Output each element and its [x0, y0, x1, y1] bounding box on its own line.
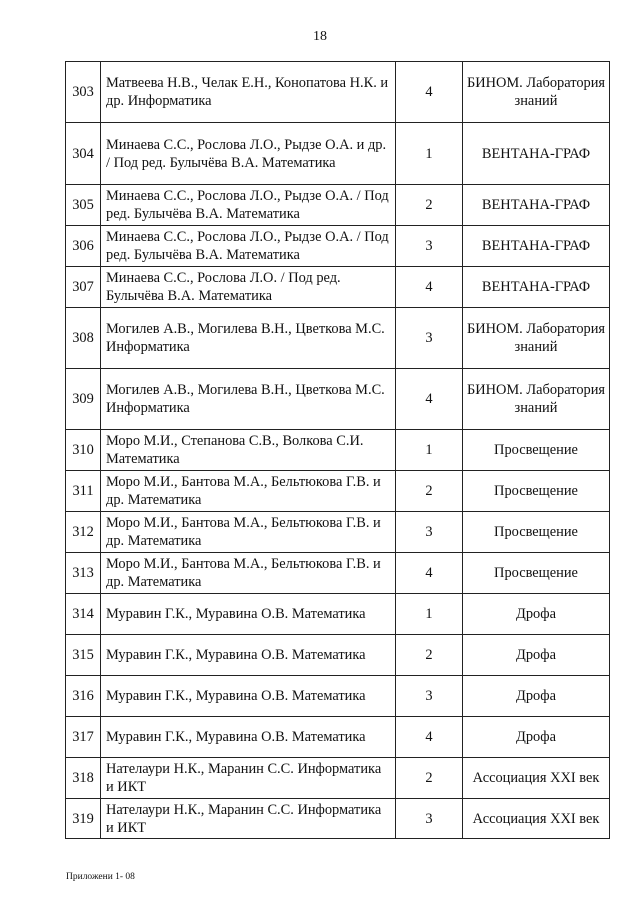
grade: 4 [396, 62, 463, 123]
row-number: 306 [66, 226, 101, 267]
publisher: Ассоциация XXI век [463, 758, 610, 799]
table-row [66, 369, 610, 430]
table-row [66, 635, 610, 676]
table-row [66, 308, 610, 369]
book-title: Муравин Г.К., Муравина О.В. Математика [101, 717, 396, 758]
table-row [66, 717, 610, 758]
row-number: 319 [66, 799, 101, 839]
row-number: 311 [66, 471, 101, 512]
grade: 2 [396, 758, 463, 799]
row-number: 305 [66, 185, 101, 226]
publisher: ВЕНТАНА-ГРАФ [463, 226, 610, 267]
row-number: 317 [66, 717, 101, 758]
grade: 3 [396, 512, 463, 553]
table-row [66, 553, 610, 594]
table-body [66, 62, 610, 839]
book-title: Могилев А.В., Могилева В.Н., Цветкова М.С. Информатика [101, 369, 396, 430]
table-row [66, 62, 610, 123]
book-title: Моро М.И., Степанова С.В., Волкова С.И. Математика [101, 430, 396, 471]
publisher: ВЕНТАНА-ГРАФ [463, 123, 610, 185]
table-row [66, 267, 610, 308]
row-number: 318 [66, 758, 101, 799]
table-row [66, 185, 610, 226]
row-number: 309 [66, 369, 101, 430]
page-number: 18 [313, 29, 327, 44]
publisher: ВЕНТАНА-ГРАФ [463, 267, 610, 308]
table-row [66, 512, 610, 553]
book-title: Нателаури Н.К., Маранин С.С. Информатика и ИКТ [101, 758, 396, 799]
book-title: Моро М.И., Бантова М.А., Бельтюкова Г.В. и др. Математика [101, 512, 396, 553]
table-row [66, 226, 610, 267]
book-title: Муравин Г.К., Муравина О.В. Математика [101, 635, 396, 676]
row-number: 310 [66, 430, 101, 471]
row-number: 308 [66, 308, 101, 369]
row-number: 314 [66, 594, 101, 635]
publisher: Просвещение [463, 512, 610, 553]
textbook-table [65, 61, 610, 839]
grade: 4 [396, 717, 463, 758]
table-row [66, 471, 610, 512]
publisher: Дрофа [463, 635, 610, 676]
table-row [66, 123, 610, 185]
publisher: Просвещение [463, 471, 610, 512]
publisher: Просвещение [463, 430, 610, 471]
publisher: Дрофа [463, 717, 610, 758]
publisher: БИНОМ. Лаборатория знаний [463, 308, 610, 369]
footer-note: Приложени 1- 08 [66, 872, 135, 882]
row-number: 316 [66, 676, 101, 717]
publisher: Просвещение [463, 553, 610, 594]
publisher: БИНОМ. Лаборатория знаний [463, 369, 610, 430]
grade: 1 [396, 123, 463, 185]
book-title: Матвеева Н.В., Челак Е.Н., Конопатова Н.К. и др. Информатика [101, 62, 396, 123]
book-title: Минаева С.С., Рослова Л.О., Рыдзе О.А. / Под ред. Булычёва В.А. Математика [101, 185, 396, 226]
book-title: Моро М.И., Бантова М.А., Бельтюкова Г.В. и др. Математика [101, 471, 396, 512]
grade: 3 [396, 676, 463, 717]
book-title: Моро М.И., Бантова М.А., Бельтюкова Г.В. и др. Математика [101, 553, 396, 594]
grade: 2 [396, 635, 463, 676]
table-row [66, 676, 610, 717]
publisher: Ассоциация XXI век [463, 799, 610, 839]
publisher: Дрофа [463, 676, 610, 717]
publisher: ВЕНТАНА-ГРАФ [463, 185, 610, 226]
grade: 3 [396, 226, 463, 267]
book-title: Муравин Г.К., Муравина О.В. Математика [101, 676, 396, 717]
grade: 2 [396, 471, 463, 512]
grade: 4 [396, 553, 463, 594]
row-number: 313 [66, 553, 101, 594]
grade: 4 [396, 369, 463, 430]
table-row [66, 799, 610, 839]
book-title: Нателаури Н.К., Маранин С.С. Информатика и ИКТ [101, 799, 396, 839]
book-title: Минаева С.С., Рослова Л.О., Рыдзе О.А. и др. / Под ред. Булычёва В.А. Математика [101, 123, 396, 185]
grade: 4 [396, 267, 463, 308]
book-title: Минаева С.С., Рослова Л.О. / Под ред. Булычёва В.А. Математика [101, 267, 396, 308]
book-title: Муравин Г.К., Муравина О.В. Математика [101, 594, 396, 635]
grade: 2 [396, 185, 463, 226]
row-number: 315 [66, 635, 101, 676]
grade: 3 [396, 799, 463, 839]
publisher: БИНОМ. Лаборатория знаний [463, 62, 610, 123]
table-row [66, 594, 610, 635]
row-number: 312 [66, 512, 101, 553]
grade: 1 [396, 594, 463, 635]
publisher: Дрофа [463, 594, 610, 635]
table-row [66, 758, 610, 799]
book-title: Минаева С.С., Рослова Л.О., Рыдзе О.А. / Под ред. Булычёва В.А. Математика [101, 226, 396, 267]
row-number: 307 [66, 267, 101, 308]
grade: 3 [396, 308, 463, 369]
row-number: 304 [66, 123, 101, 185]
book-title: Могилев А.В., Могилева В.Н., Цветкова М.С. Информатика [101, 308, 396, 369]
row-number: 303 [66, 62, 101, 123]
grade: 1 [396, 430, 463, 471]
table-row [66, 430, 610, 471]
